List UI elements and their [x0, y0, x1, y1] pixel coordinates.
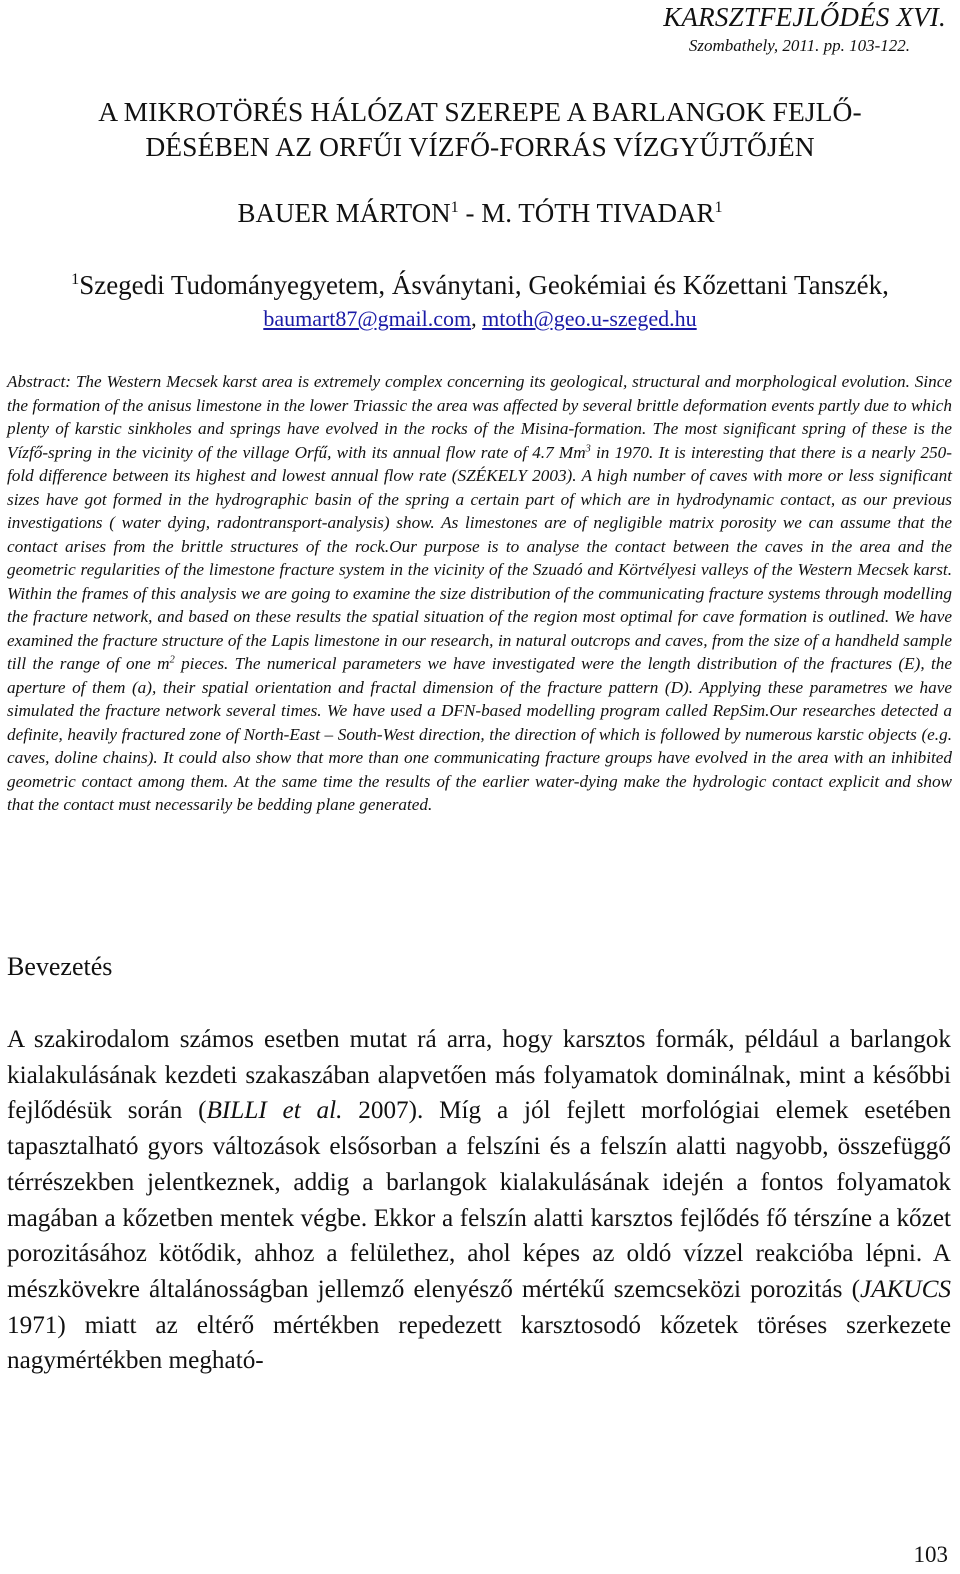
page-number: 103 [913, 1542, 948, 1567]
paper-title [0, 94, 960, 164]
section-heading: Bevezetés [7, 952, 113, 981]
author-1: BAUER MÁRTON [237, 198, 451, 228]
abstract-text [7, 370, 952, 817]
abstract-part-2: in 1970. It is interesting that there is a nearly 250- fold difference between its highest and lowest annual flow rate (SZÉKELY 2003). A high number of caves with more or less significant sizes have got formed in the hydrographic basin of the spring a certain part of which are in hydrodynamic contact, as our previous investigations ( water dying, radontransport-analysis) show. As limestones are of negligible matrix porosity we can assume that the contact arises from the brittle structures of the rock.Our purpose is to analyse the contact between the caves in the area and the geometric regularities of the limestone fracture system in the vicinity of the Szuadó and Körtvélyesi valleys of the Western Mecsek karst. Within the frames of this analysis we are going to examine the size distribution of the communicating fracture systems through modelling the fracture network, and based on these results the spatial situation of the region most optimal for cave formation is outlined. We have examined the fracture structure of the Lapis limestone in our research, in natural outcrops and caves, from the size of a handheld sample till the range of one m [7, 442, 952, 673]
body-text-3: 1971) miatt az eltérő mértékben repedezett karsztosodó kőzetek töréses szerkezete nagymértékben megható- [7, 1311, 951, 1375]
email-link-1[interactable]: baumart87@gmail.com [263, 306, 472, 331]
author-2: M. TÓTH TIVADAR [481, 198, 715, 228]
affiliation-mark: 1 [71, 270, 80, 288]
abstract-part-1: Abstract: The Western Mecsek karst area is extremely complex concerning its geological, structural and morphological evolution. Since the formation of the anisus limestone in the lower Triassic the area was affected by several brittle deformation events partly due to which plenty of karstic sinkholes and springs have evolved in the rocks of the Misina-formation. The most significant spring of these is the Vízfő-spring in the vicinity of the village Orfű, with its annual flow rate of 4.7 Mm [7, 372, 952, 462]
paper-title-line-2: DÉSÉBEN AZ ORFŰI VÍZFŐ-FORRÁS VÍZGYŰJTŐJÉN [145, 131, 815, 162]
email-separator: , [471, 306, 483, 331]
email-line [0, 306, 960, 332]
body-text-1: A szakirodalom számos esetben mutat rá arra, hogy karsztos formák, például a barlangok kialakulásának kezdeti szakaszában alapvetően más folyamatok dominálnak, mint a későbbi fejlődésük során ( [7, 1026, 951, 1125]
email-link-2[interactable]: mtoth@geo.u-szeged.hu [482, 306, 697, 331]
journal-citation: Szombathely, 2011. pp. 103-122. [688, 36, 910, 55]
abstract [7, 370, 952, 817]
citation-billi: BILLI et al. [206, 1097, 343, 1125]
journal-title: KARSZTFEJLŐDÉS XVI. [663, 2, 946, 32]
author-separator: - [458, 198, 482, 228]
abstract-superscript-2: 2 [169, 654, 175, 666]
body-text-2: 2007). Míg a jól fejlett morfológiai elemek esetében tapasztalható gyors változások elsősorban a felszíni és a felszín alatti nagyobb, összefüggő térrészekben jelentkeznek, addig a barlangok kialakulásának idején a fontos folyamatok magában a kőzetben mentek végbe. Ekkor a felszín alatti karsztos fejlődés fő térszíne a kőzet porozitásához kötődik, ahhoz a felülethez, ahol képes az oldó vízzel reakcióba lépni. A mészkövekre általánosságban jellemző elenyésző mértékű szemcseközi porozitás ( [7, 1097, 951, 1303]
body-paragraph [7, 1022, 951, 1379]
author-1-affiliation-mark: 1 [450, 198, 459, 216]
abstract-superscript-1: 3 [585, 442, 591, 454]
author-list [0, 198, 960, 229]
abstract-part-3: pieces. The numerical parameters we have investigated were the length distribution of the fractures (E), the aperture of them (a), their spatial orientation and fractal dimension of the fracture pattern (D). Applying these parametres we have simulated the fracture network several times. We have used a DFN-based modelling program called RepSim.Our researches detected a definite, heavily fractured zone of North-East – South-West direction, the direction of which is followed by numerous karstic objects (e.g. caves, doline chains). It could also show that more than one communicating fracture groups have evolved in the area with an inhibited geometric contact among them. At the same time the results of the earlier water-dying make the hydrologic contact explicit and show that the contact must necessarily be bedding plane generated. [7, 654, 952, 814]
affiliation [0, 268, 960, 302]
author-2-affiliation-mark: 1 [714, 198, 723, 216]
affiliation-text: Szegedi Tudományegyetem, Ásványtani, Geokémiai és Kőzettani Tanszék, [79, 270, 889, 300]
paper-title-line-1: A MIKROTÖRÉS HÁLÓZAT SZEREPE A BARLANGOK FEJLŐ- [98, 96, 862, 127]
citation-jakucs: JAKUCS [860, 1275, 951, 1303]
